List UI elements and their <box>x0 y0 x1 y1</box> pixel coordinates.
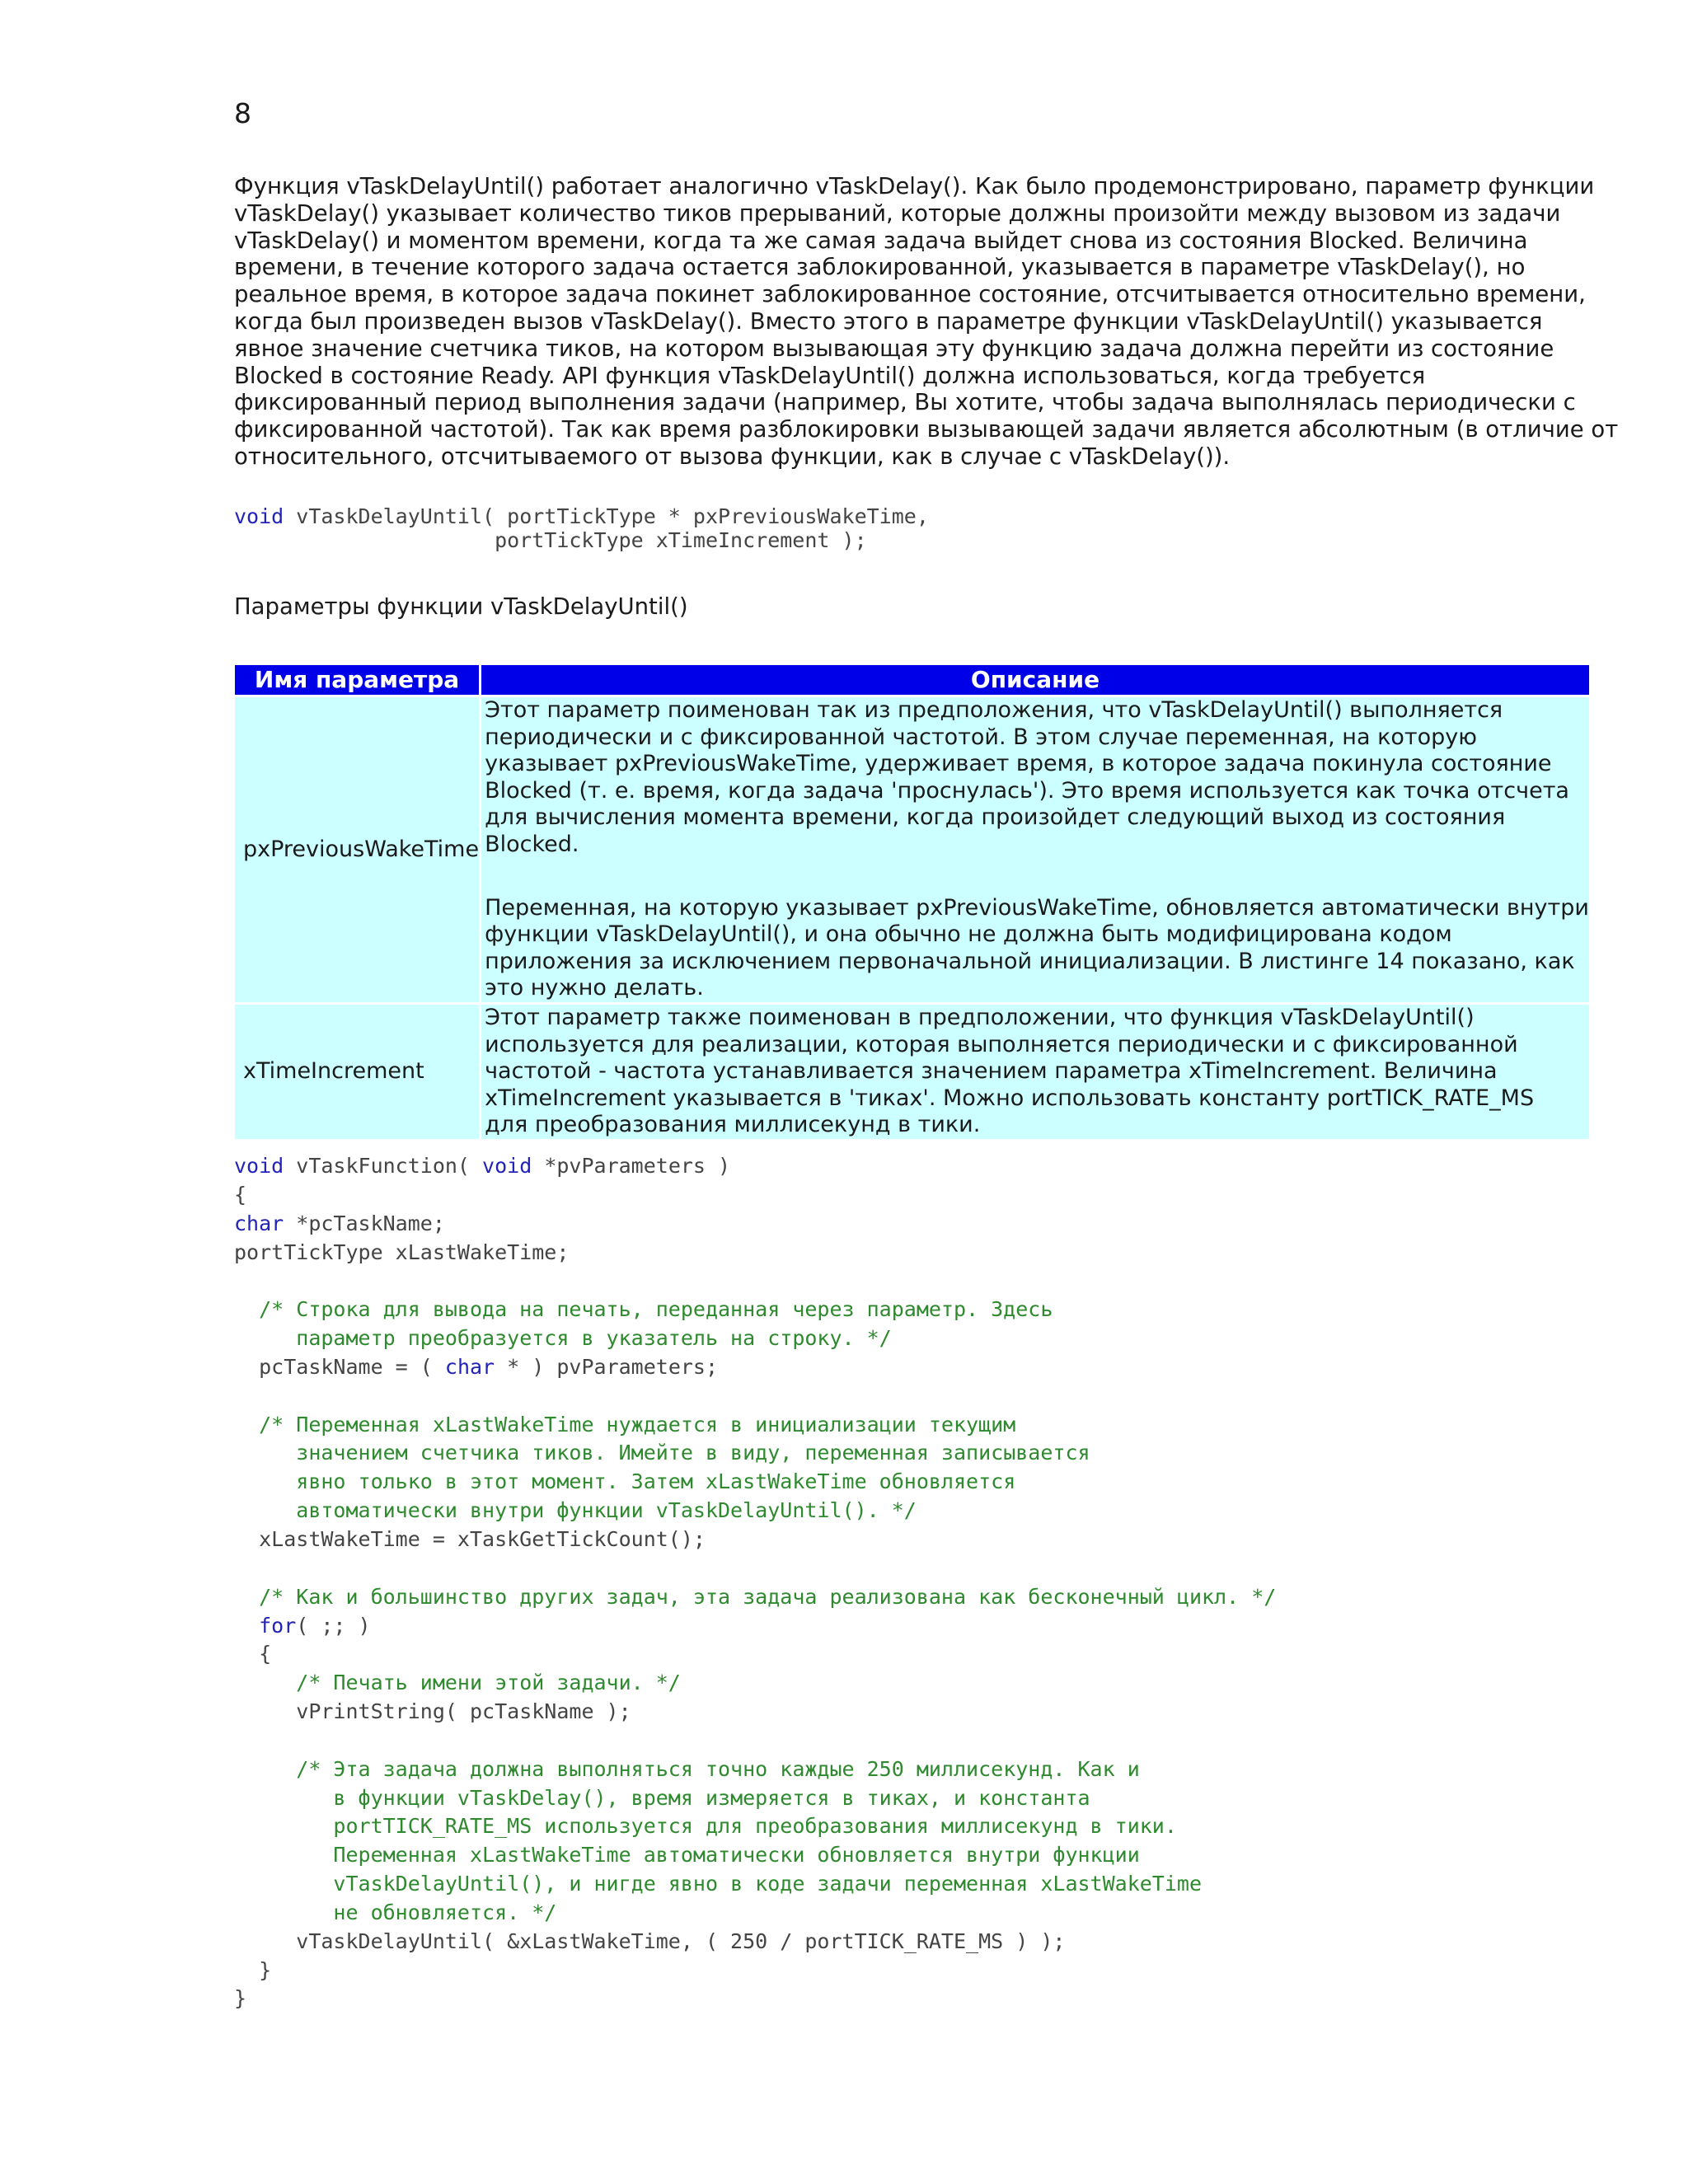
code-comment: vTaskDelayUntil(), и нигде явно в коде задачи переменная xLastWakeTime <box>333 1872 1203 1896</box>
code-keyword: void <box>234 504 284 528</box>
desc-line: Blocked (т. е. время, когда задача 'проснулась'). Это время используется как точка отсчета <box>485 777 1569 804</box>
desc-line: xTimeIncrement указывается в 'тиках'. Можно использовать константу portTICK_RATE_MS <box>485 1085 1535 1111</box>
text-line: vTaskDelay() и моментом времени, когда та же самая задача выйдет снова из состояния Blocked. Величина <box>234 227 1528 254</box>
code-listing <box>234 1152 1276 2013</box>
code-text: vPrintString( pcTaskName ); <box>296 1699 631 1724</box>
code-comment: в функции vTaskDelay(), время измеряется в тиках, и константа <box>333 1785 1090 1810</box>
code-text: vTaskDelayUntil( portTickType * pxPreviousWakeTime, <box>284 504 929 528</box>
code-text: } <box>234 1986 247 2011</box>
desc-line: используется для реализации, которая выполняется периодически и с фиксированной <box>485 1031 1518 1057</box>
desc-line: частотой - частота устанавливается значением параметра xTimeIncrement. Величина <box>485 1058 1498 1085</box>
header-description: Описание <box>481 665 1589 695</box>
code-comment: не обновляется. */ <box>333 1900 557 1924</box>
page-number: 8 <box>234 97 251 129</box>
code-text: { <box>259 1642 272 1666</box>
code-keyword: for <box>259 1613 297 1638</box>
desc-line: это нужно делать. <box>485 975 704 1001</box>
table-header-row <box>235 665 1589 695</box>
desc-line: указывает pxPreviousWakeTime, удерживает время, в которое задача покинула состояние <box>485 751 1552 777</box>
code-text: } <box>259 1957 272 1982</box>
code-comment: /* Строка для вывода на печать, переданная через параметр. Здесь <box>259 1297 1053 1322</box>
code-keyword: void <box>482 1154 532 1178</box>
code-keyword: char <box>234 1211 284 1235</box>
text-line: когда был произведен вызов vTaskDelay(). Вместо этого в параметре функции vTaskDelayUntil() указывается <box>234 307 1543 335</box>
code-text: vTaskDelayUntil( &xLastWakeTime, ( 250 / portTICK_RATE_MS ) ); <box>296 1929 1066 1953</box>
text-line: относительного, отсчитываемого от вызова функции, как в случае с vTaskDelay()). <box>234 443 1231 470</box>
text-line: времени, в течение которого задача остается заблокированной, указывается в параметре vTaskDelay(), но <box>234 254 1526 281</box>
desc-line: Этот параметр также поименован в предположении, что функция vTaskDelayUntil() <box>485 1004 1475 1030</box>
code-text: { <box>234 1182 247 1207</box>
code-comment: /* Как и большинство других задач, эта задача реализована как бесконечный цикл. */ <box>259 1584 1277 1609</box>
code-comment: значением счетчика тиков. Имейте в виду, переменная записывается <box>296 1441 1090 1465</box>
code-comment: /* Эта задача должна выполняться точно каждые 250 миллисекунд. Как и <box>296 1756 1140 1781</box>
text-line: реальное время, в которое задача покинет заблокированное состояние, отсчитывается относительно времени, <box>234 281 1586 308</box>
desc-line: функции vTaskDelayUntil(), и она обычно не должна быть модифицирована кодом <box>485 921 1452 948</box>
code-keyword: char <box>444 1354 495 1379</box>
code-text: *pcTaskName; <box>284 1211 445 1235</box>
param-description <box>481 1005 1589 1139</box>
code-text: ( ;; ) <box>296 1613 371 1638</box>
parameters-table <box>232 663 1592 1141</box>
code-text: *pvParameters ) <box>532 1154 731 1178</box>
param-description <box>481 697 1589 1002</box>
code-text: portTickType xTimeIncrement ); <box>234 528 867 552</box>
desc-line: Blocked. <box>485 831 579 857</box>
text-line: Blocked в состояние Ready. API функция vTaskDelayUntil() должна использоваться, когда требуется <box>234 362 1426 389</box>
desc-line: периодически и с фиксированной частотой. В этом случае переменная, на которую <box>485 724 1477 750</box>
code-comment: /* Переменная xLastWakeTime нуждается в инициализации текущим <box>259 1412 1016 1436</box>
desc-line: Этот параметр поименован так из предположения, что vTaskDelayUntil() выполняется <box>485 697 1503 723</box>
table-caption: Параметры функции vTaskDelayUntil() <box>234 593 688 620</box>
desc-line: приложения за исключением первоначальной инициализации. В листинге 14 показано, как <box>485 948 1575 974</box>
text-line: фиксированной частотой). Так как время разблокировки вызывающей задачи является абсолютным (в отличие от <box>234 416 1619 443</box>
desc-line: для преобразования миллисекунд в тики. <box>485 1112 981 1138</box>
text-line: vTaskDelay() указывает количество тиков прерываний, которые должны произойти между вызовом из задачи <box>234 199 1561 227</box>
code-text: portTickType xLastWakeTime; <box>234 1240 570 1264</box>
text-line: явное значение счетчика тиков, на котором вызывающая эту функцию задача должна перейти из состояние <box>234 335 1554 362</box>
code-comment: параметр преобразуется в указатель на строку. */ <box>296 1326 892 1351</box>
table-row <box>235 1005 1589 1139</box>
text-line: фиксированный период выполнения задачи (например, Вы хотите, чтобы задача выполнялась периодически с <box>234 389 1576 416</box>
code-text: * ) pvParameters; <box>495 1354 719 1379</box>
text-line: Функция vTaskDelayUntil() работает аналогично vTaskDelay(). Как было продемонстрировано, параметр функции <box>234 173 1595 199</box>
code-text: pcTaskName = ( <box>259 1354 445 1379</box>
code-comment: явно только в этот момент. Затем xLastWakeTime обновляется <box>296 1469 1016 1494</box>
code-comment: /* Печать имени этой задачи. */ <box>296 1671 681 1695</box>
code-comment: portTICK_RATE_MS используется для преобразования миллисекунд в тики. <box>333 1814 1177 1839</box>
code-comment: автоматически внутри функции vTaskDelayUntil(). */ <box>296 1498 917 1523</box>
function-signature <box>234 504 929 552</box>
intro-paragraph <box>234 173 1619 471</box>
param-name: xTimeIncrement <box>235 1005 479 1139</box>
desc-line: для вычисления момента времени, когда произойдет следующий выход из состояния <box>485 804 1506 831</box>
code-text: xLastWakeTime = xTaskGetTickCount(); <box>259 1526 706 1551</box>
code-keyword: void <box>234 1154 284 1178</box>
table-row <box>235 697 1589 1002</box>
code-comment: Переменная xLastWakeTime автоматически обновляется внутри функции <box>333 1843 1140 1868</box>
header-param-name: Имя параметра <box>235 665 479 695</box>
desc-line: Переменная, на которую указывает pxPreviousWakeTime, обновляется автоматически внутри <box>485 894 1589 921</box>
param-name: pxPreviousWakeTime <box>235 697 479 1002</box>
code-text: vTaskFunction( <box>284 1154 483 1178</box>
